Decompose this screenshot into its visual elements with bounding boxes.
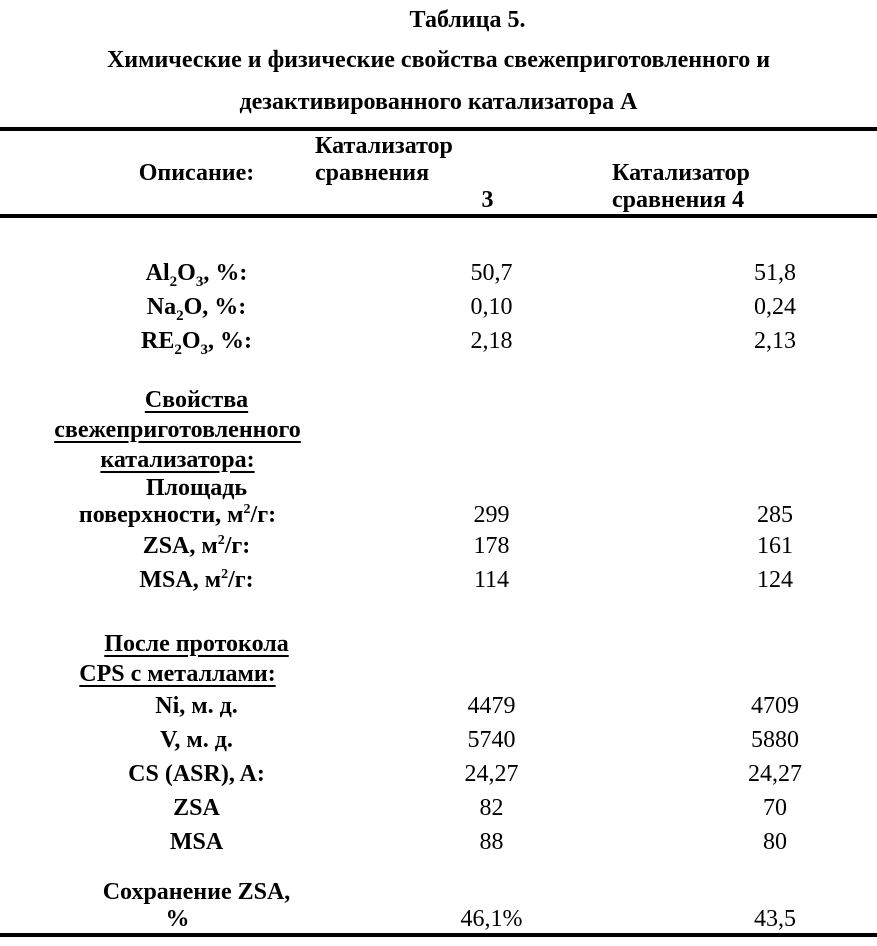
row-value-cat3: 0,10	[470, 294, 513, 320]
section-header-fresh-catalyst-properties	[0, 385, 315, 475]
row-label	[0, 879, 315, 933]
column-header-reference-catalyst-4	[612, 133, 877, 214]
row-value-cat4: 80	[763, 829, 787, 855]
row-label: $Na_2O$, %:	[146, 294, 247, 324]
row-value-cat4: 5880	[751, 727, 799, 753]
row-value-cat4: 51,8	[754, 260, 796, 286]
table-row-surface-area	[0, 475, 877, 529]
table-title-line-2: дезактивированного катализатора А	[239, 89, 638, 115]
table-row-v	[0, 723, 877, 757]
table-number: Таблица 5.	[409, 7, 526, 33]
table-row-ni	[0, 689, 877, 723]
row-value-cat3: 4479	[467, 693, 516, 719]
row-value-cat3: 50,7	[470, 260, 513, 286]
row-value-cat3: 88	[479, 829, 504, 855]
table-row-zsa-fresh	[0, 529, 877, 563]
section-line: катализатора:	[100, 447, 255, 473]
row-label-line-1: Сохранение ZSA,	[102, 879, 291, 905]
row-value-cat4: 4709	[751, 693, 799, 719]
row-label: $RE_2O_3$, %:	[140, 328, 252, 358]
column-header-reference-catalyst-3	[315, 133, 612, 214]
row-value-cat3: 46,1%	[460, 906, 523, 932]
section-line: Свойства	[144, 387, 249, 413]
section-line: После протокола	[104, 631, 289, 657]
header-cat3-line-1: Катализатор	[315, 133, 453, 159]
row-value-cat4: 2,13	[754, 328, 796, 354]
row-label: MSA, $м^2/г$:	[139, 567, 254, 593]
row-value-cat3: 114	[473, 567, 510, 593]
row-value-cat3: 2,18	[470, 328, 513, 354]
row-label	[0, 475, 315, 529]
row-value-cat3: 178	[473, 533, 510, 559]
row-label-line-2: %	[165, 906, 190, 932]
header-cat4-line-2: сравнения 4	[612, 187, 745, 213]
table-row-msa-cps	[0, 825, 877, 859]
row-value-cat4: 124	[757, 567, 793, 593]
row-value-cat3: 5740	[467, 727, 516, 753]
table-row-zsa-cps	[0, 791, 877, 825]
row-label: MSA	[169, 829, 224, 855]
row-value-cat3: 82	[479, 795, 504, 821]
table-row-na2o	[0, 290, 877, 324]
table-header-row	[0, 131, 877, 218]
row-label: ZSA	[173, 795, 220, 821]
header-cat4-line-1: Катализатор	[612, 160, 750, 186]
row-value-cat3: 24,27	[464, 761, 519, 787]
section-line: свежеприготовленного	[54, 417, 301, 443]
table-row-msa-fresh	[0, 563, 877, 597]
row-label-line-2: поверхности, $м^2/г$:	[78, 502, 277, 528]
column-header-description: Описание:	[138, 160, 255, 186]
catalyst-properties-table	[0, 127, 877, 937]
row-label: Ni, м. д.	[155, 693, 238, 719]
table-title-line-1: Химические и физические свойства свежеприготовленного и	[106, 47, 771, 73]
header-cat3-line-2: сравнения	[315, 160, 430, 186]
row-value-cat3: 299	[473, 502, 510, 528]
row-value-cat4: 285	[757, 502, 793, 528]
section-line: CPS с металлами:	[79, 661, 276, 687]
header-cat3-number: 3	[481, 187, 494, 213]
row-value-cat4: 43,5	[754, 906, 796, 932]
row-value-cat4: 0,24	[754, 294, 796, 320]
row-label: CS (ASR), A:	[128, 761, 265, 787]
table-row-cs-asr	[0, 757, 877, 791]
row-value-cat4: 70	[763, 795, 787, 821]
row-label: ZSA, $м^2/г$:	[142, 533, 251, 559]
table-row-zsa-retention	[0, 879, 877, 933]
table-row-al2o3	[0, 256, 877, 290]
row-value-cat4: 161	[757, 533, 793, 559]
table-row-re2o3	[0, 324, 877, 358]
section-header-after-cps-protocol	[0, 629, 315, 689]
row-label-line-1: Площадь	[145, 475, 248, 501]
row-value-cat4: 24,27	[748, 761, 802, 787]
row-label: V, м. д.	[160, 727, 233, 753]
row-label: $Al_2O_3$, %:	[145, 260, 248, 290]
